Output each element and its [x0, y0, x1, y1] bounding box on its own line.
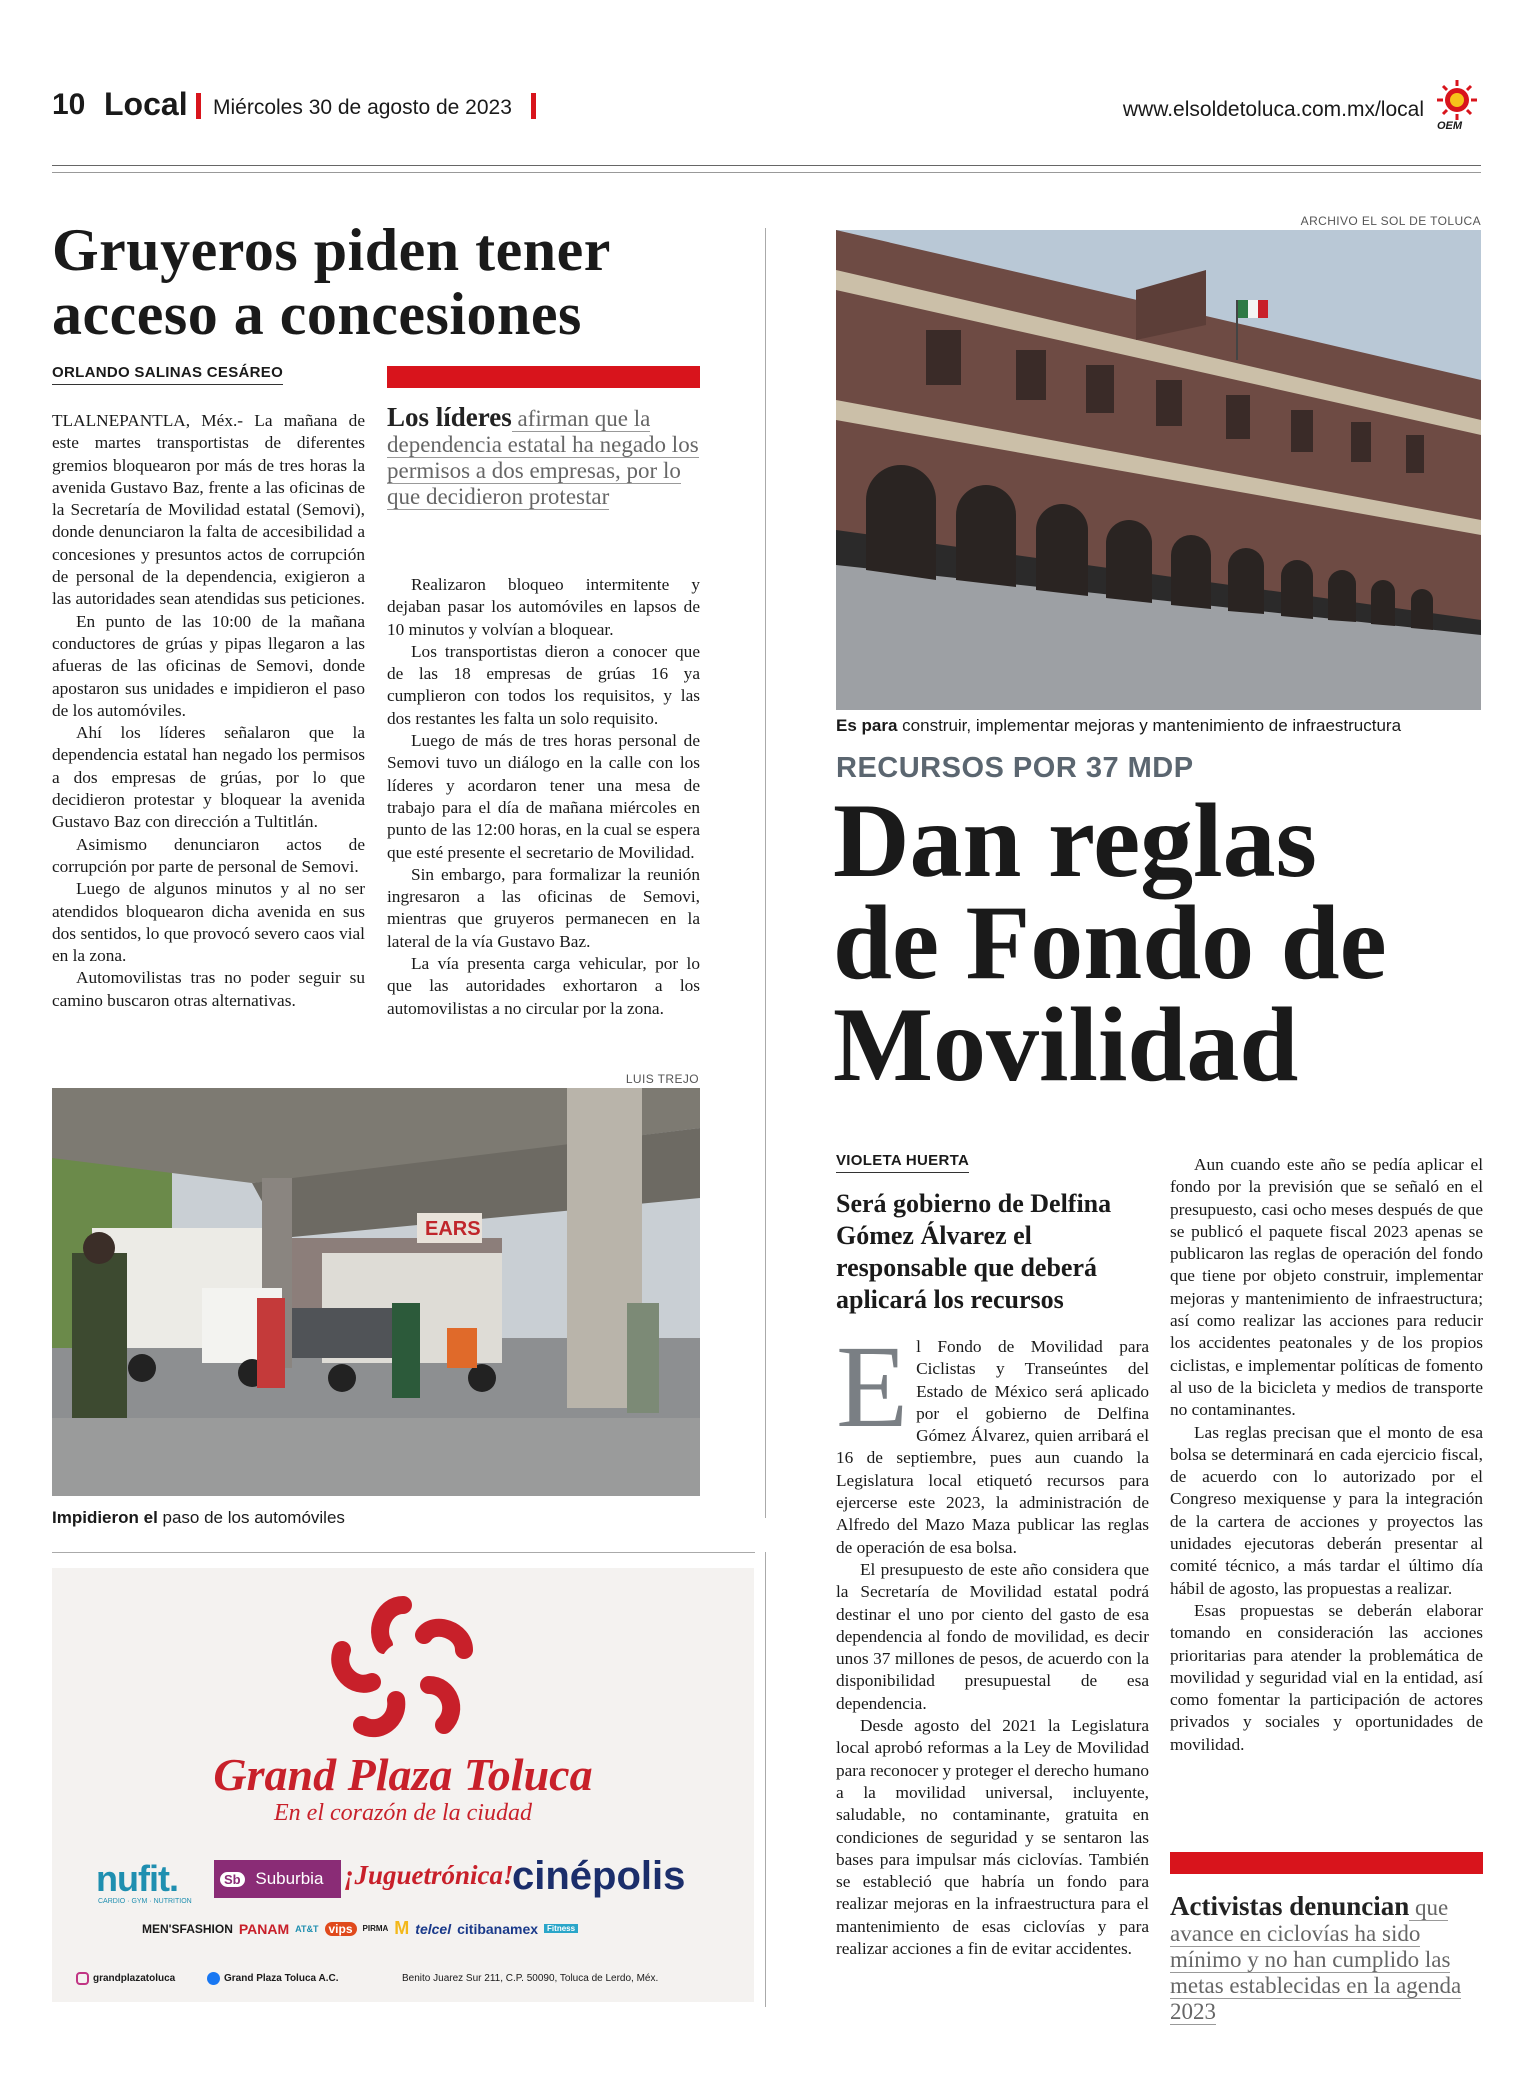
brand-toys: ¡Juguetrónica!	[344, 1860, 514, 1890]
right-article-col1	[836, 1321, 1149, 1960]
brand-suburbia	[214, 1860, 341, 1898]
ad-tagline: En el corazón de la ciudad	[274, 1800, 532, 1826]
section-name: Local	[104, 86, 188, 122]
right-headline	[833, 782, 1387, 1103]
paragraph: El presupuesto de este año considera que la Secretaría de Movilidad estatal podrá destinar el uno por ciento del gasto de esa dependencia al fondo de movilidad, es decir unos 37 millones de pesos, de acuerdo con la disponibilidad presupuestal de esa dependencia.	[836, 1559, 1149, 1713]
grand-plaza-logo-icon	[324, 1590, 482, 1740]
left-article-col2	[387, 574, 700, 1020]
headline-line: Gruyeros piden tener	[52, 217, 611, 283]
paragraph: Asimismo denunciaron actos de corrupción por parte de personal de Semovi.	[52, 834, 365, 876]
suburbia-mark: Sb	[220, 1872, 245, 1887]
pull-quote-text: que avance en ciclovías ha sido mínimo y no han cumplido las metas establecidas en la agenda 2023	[1170, 1895, 1462, 2024]
pull-quote-bar	[387, 366, 700, 388]
left-photo-credit: LUIS TREJO	[625, 1072, 699, 1086]
right-pull-quote	[1170, 1893, 1483, 2025]
instagram-icon	[76, 1972, 89, 1985]
paragraph: Esas propuestas se deberán elaborar tomando en consideración las acciones prioritarias para atender la problemática de movilidad y seguridad vial en la entidad, así como fomentar la participación de actores privados y sociales y oportunidades de movilidad.	[1170, 1600, 1483, 1754]
drop-cap: E	[836, 1321, 909, 1452]
brand-item: M	[394, 1918, 410, 1938]
header-rule	[52, 165, 1481, 166]
paragraph: Desde agosto del 2021 la Legislatura local aprobó reformas a la Ley de Movilidad para reconocer y proteger el derecho humano a la movilidad universal, incluyente, saludable, no contaminante, gratuita en condiciones de seguridad y se sentaron las bases para impulsar más ciclovías. También se estableció que habría un fondo para realizar mejoras en la infraestructura para el mantenimiento de esas ciclovías y para realizar acciones a fin de evitar accidentes.	[836, 1716, 1149, 1959]
right-photo-credit: ARCHIVO EL SOL DE TOLUCA	[1300, 214, 1481, 228]
brand-item: telcel	[415, 1920, 452, 1937]
right-article-col2	[1170, 1154, 1483, 1756]
ad-separator	[52, 1552, 755, 1553]
brand-item: vips	[325, 1922, 357, 1936]
instagram-handle[interactable]	[76, 1972, 175, 1985]
headline-line: acceso a concesiones	[52, 281, 582, 347]
suburbia-label: Suburbia	[255, 1869, 324, 1888]
paragraph: Luego de algunos minutos y al no ser atendidos bloquearon dicha avenida en sus dos sentidos, lo que provocó severo caos vial en la zona.	[52, 879, 365, 966]
paragraph: Aun cuando este año se pedía aplicar el fondo por la previsión que se señaló en el presupuesto, casi ocho meses después de que se publicó el paquete fiscal 2023 apenas se publicaron las reglas de operación del fondo que tiene por objeto construir, implementar mejoras y mantenimiento de infraestructura; así como realizar las acciones para reducir los accidentes peatonales y de los propios ciclistas, e implementar políticas de fomento al uso de la bicicleta y medios de transporte no contaminantes.	[1170, 1155, 1483, 1420]
pull-quote-lead: Activistas denuncian	[1170, 1891, 1410, 1921]
paragraph: Ahí los líderes señalaron que la dependencia estatal han negado los permisos a dos empresas de grúas, por lo que decidieron protestar y bloquear la avenida Gustavo Baz con dirección a Tultitlán.	[52, 723, 365, 832]
paragraph: Automovilistas tras no poder seguir su camino buscaron otras alternativas.	[52, 968, 365, 1010]
right-deck: Será gobierno de Delfina Gómez Álvarez el responsable que deberá aplicará los recursos	[836, 1189, 1112, 1314]
paragraph	[836, 1321, 1149, 1559]
page-number: 10	[52, 88, 86, 121]
headline-line: Dan reglas	[833, 782, 1317, 899]
column-separator	[765, 228, 766, 1518]
brand-item: PANAM	[238, 1920, 290, 1937]
column-separator	[765, 1552, 766, 2007]
paragraph: Los transportistas dieron a conocer que de las 18 empresas de grúas 16 ya cumplieron con todos los requisitos, y las dos restantes les falta un solo requisito.	[387, 641, 700, 728]
photo-sign-text: EARS	[425, 1218, 481, 1240]
grand-plaza-ad[interactable]	[52, 1568, 754, 2002]
left-article-col1	[52, 410, 365, 1012]
issue-date: Miércoles 30 de agosto de 2023	[213, 96, 512, 119]
logo-text: OEM	[1437, 120, 1463, 132]
facebook-icon	[207, 1972, 220, 1985]
right-byline: VIOLETA HUERTA	[836, 1152, 969, 1173]
brand-item: MEN'SFASHION	[142, 1921, 233, 1936]
brand-item: Fitness	[544, 1924, 578, 1933]
sun-logo-icon	[1433, 78, 1481, 134]
left-headline	[52, 218, 611, 346]
small-brands-row	[142, 1918, 578, 1939]
left-byline: ORLANDO SALINAS CESÁREO	[52, 364, 283, 385]
pull-quote-text: afirman que la dependencia estatal ha negado los permisos a dos empresas, por lo que decidieron protestar	[387, 406, 699, 509]
blockade-photo	[52, 1088, 700, 1496]
brand-nufit: nufit.	[96, 1858, 178, 1899]
paragraph: Las reglas precisan que el monto de esa bolsa se determinará en cada ejercicio fiscal, de acuerdo con lo autorizado por el Congreso mexiquense y para la integración de la cartera de acciones y proyectos las unidades ejecutoras deberán presentar al comité técnico, a más tardar el último día hábil de agosto, las propuestas a realizar.	[1170, 1422, 1483, 1598]
brand-nufit-sub: CARDIO · GYM · NUTRITION	[98, 1898, 192, 1905]
paragraph: TLALNEPANTLA, Méx.- La mañana de este martes transportistas de diferentes gremios bloquearon por más de tres horas la avenida Gustavo Baz, frente a las oficinas de la Secretaría de Movilidad estatal (Semovi), donde denunciaron la falta de accesibilidad a concesiones y presuntos actos de corrupción de personal de la dependencia, exigieron a las autoridades sean atendidas sus peticiones.	[52, 411, 365, 609]
government-palace-photo	[836, 230, 1481, 710]
caption-text: construir, implementar mejoras y mantenimiento de infraestructura	[897, 716, 1402, 735]
headline-line: Movilidad	[833, 986, 1299, 1103]
paragraph: Luego de más de tres horas personal de Semovi tuvo un diálogo en la calle con los líderes y acordaron tener una mesa de trabajo para el día de mañana miércoles en punto de las 12:00 horas, en la cual se espera que esté presente el secretario de Movilidad.	[387, 731, 700, 862]
paragraph: Realizaron bloqueo intermitente y dejaban pasar los automóviles en lapsos de 10 minutos y volvían a bloquear.	[387, 575, 700, 639]
facebook-text: Grand Plaza Toluca A.C.	[224, 1973, 339, 1984]
site-url[interactable]: www.elsoldetoluca.com.mx/local	[1122, 98, 1424, 121]
brand-item: citibanamex	[457, 1920, 539, 1937]
caption-lead: Es para	[836, 716, 898, 735]
ad-address: Benito Juarez Sur 211, C.P. 50090, Toluca de Lerdo, Méx.	[402, 1973, 659, 1984]
caption-lead: Impidieron el	[52, 1508, 158, 1527]
kicker: RECURSOS POR 37 MDP	[836, 752, 1194, 784]
left-pull-quote	[387, 404, 700, 510]
caption-text: paso de los automóviles	[157, 1508, 345, 1527]
paragraph: Sin embargo, para formalizar la reunión ingresaron a las oficinas de Semovi, mientras que gruyeros permanecen en la lateral de la vía Gustavo Baz.	[387, 864, 700, 951]
header-divider	[531, 93, 536, 119]
header-rule	[52, 172, 1481, 173]
paragraph-text: l Fondo de Movilidad para Ciclistas y Transeúntes del Estado de México será aplicado por el gobierno de Delfina Gómez Álvarez, quien arribará el 16 de septiembre, pues aun cuando la Legislatura local etiquetó recursos para ejercerse este 2023, la administración de Alfredo del Mazo Maza publicar las reglas de operación de esa bolsa.	[836, 1337, 1149, 1557]
pull-quote-lead: Los líderes	[387, 402, 512, 432]
left-photo-caption	[52, 1508, 345, 1528]
paragraph: En punto de las 10:00 de la mañana conductores de grúas y pipas llegaron a las afueras de las oficinas de Semovi, donde apostaron sus unidades e impidieron el paso de los automóviles.	[52, 611, 365, 720]
brand-item: AT&T	[295, 1923, 319, 1934]
pull-quote-bar	[1170, 1852, 1483, 1874]
brand-cinepolis: cinépolis	[512, 1854, 686, 1898]
paragraph: La vía presenta carga vehicular, por lo que las autoridades exhortaron a los automovilistas a no circular por la zona.	[387, 954, 700, 1018]
header-divider	[196, 93, 201, 119]
facebook-handle[interactable]	[207, 1972, 338, 1985]
headline-line: de Fondo de	[833, 884, 1387, 1001]
brand-item: PIRMA	[362, 1924, 389, 1933]
instagram-text: grandplazatoluca	[93, 1973, 176, 1984]
ad-title: Grand Plaza Toluca	[213, 1749, 593, 1800]
right-photo-caption	[836, 716, 1401, 736]
